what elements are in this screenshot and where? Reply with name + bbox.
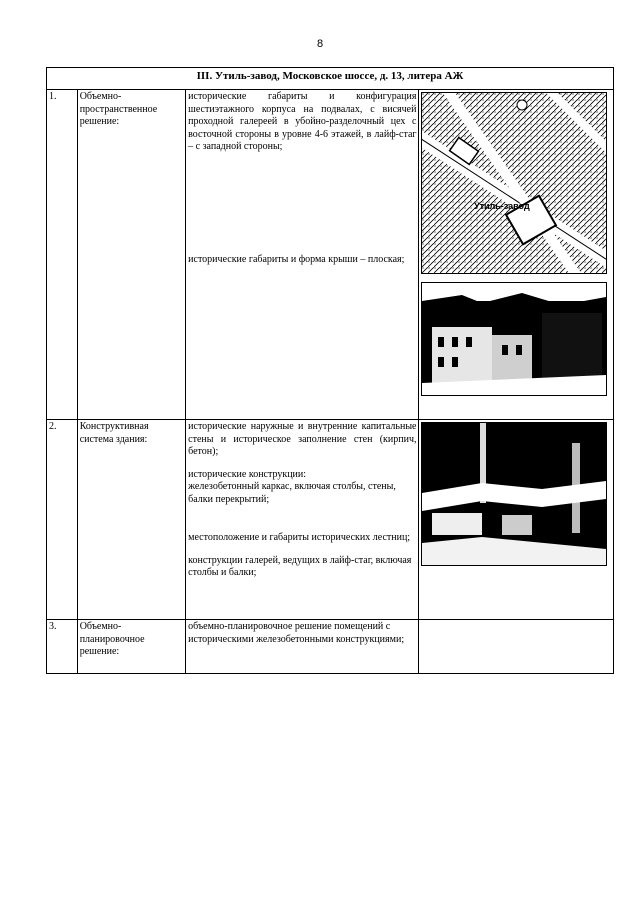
building-photo xyxy=(421,282,607,396)
row-number: 3. xyxy=(47,620,78,674)
row-description xyxy=(186,90,419,420)
description-item: исторические конструкции: железобетонный каркас, включая столбы, стены, балки перекрытий; xyxy=(188,468,396,505)
description-item: исторические габариты и форма крыши – плоская; xyxy=(188,253,405,265)
table-row xyxy=(47,420,614,620)
row-label: Объемно- планировочное решение: xyxy=(77,620,185,674)
site-map-image xyxy=(421,92,607,274)
row-images xyxy=(419,420,614,620)
row-description xyxy=(186,420,419,620)
description-item: местоположение и габариты исторических лестниц; xyxy=(188,532,411,543)
table-row xyxy=(47,90,614,420)
heritage-table xyxy=(46,67,614,674)
description-item: исторические наружные и внутренние капитальные стены и историческое заполнение стен (кирпич, бетон); xyxy=(188,421,417,457)
row-description xyxy=(186,620,419,674)
row-number: 1. xyxy=(47,90,78,420)
description-item: объемно-планировочное решение помещений с историческими железобетонными конструкциями; xyxy=(188,621,405,645)
page-number: 8 xyxy=(316,38,324,50)
section-heading-row xyxy=(47,68,614,90)
row-images xyxy=(419,90,614,420)
table-row xyxy=(47,620,614,674)
description-item: исторические габариты и конфигурация шестиэтажного корпуса на подвалах, с висячей проходной галереей в убойно-разделочный цех с восточной стороны в уровне 4-6 этажей, в лайф-стаг – с западной стороны; xyxy=(188,91,417,152)
description-item: конструкции галерей, ведущих в лайф-стаг, включая столбы и балки; xyxy=(188,554,412,578)
map-label: Утиль-завод xyxy=(474,201,531,211)
row-label: Объемно- пространственное решение: xyxy=(77,90,185,420)
row-images-empty xyxy=(419,620,614,674)
interior-photo xyxy=(421,422,607,566)
row-number: 2. xyxy=(47,420,78,620)
row-label: Конструктивная система здания: xyxy=(77,420,185,620)
section-title: III. Утиль-завод, Московское шоссе, д. 13, литера АЖ xyxy=(47,68,614,90)
